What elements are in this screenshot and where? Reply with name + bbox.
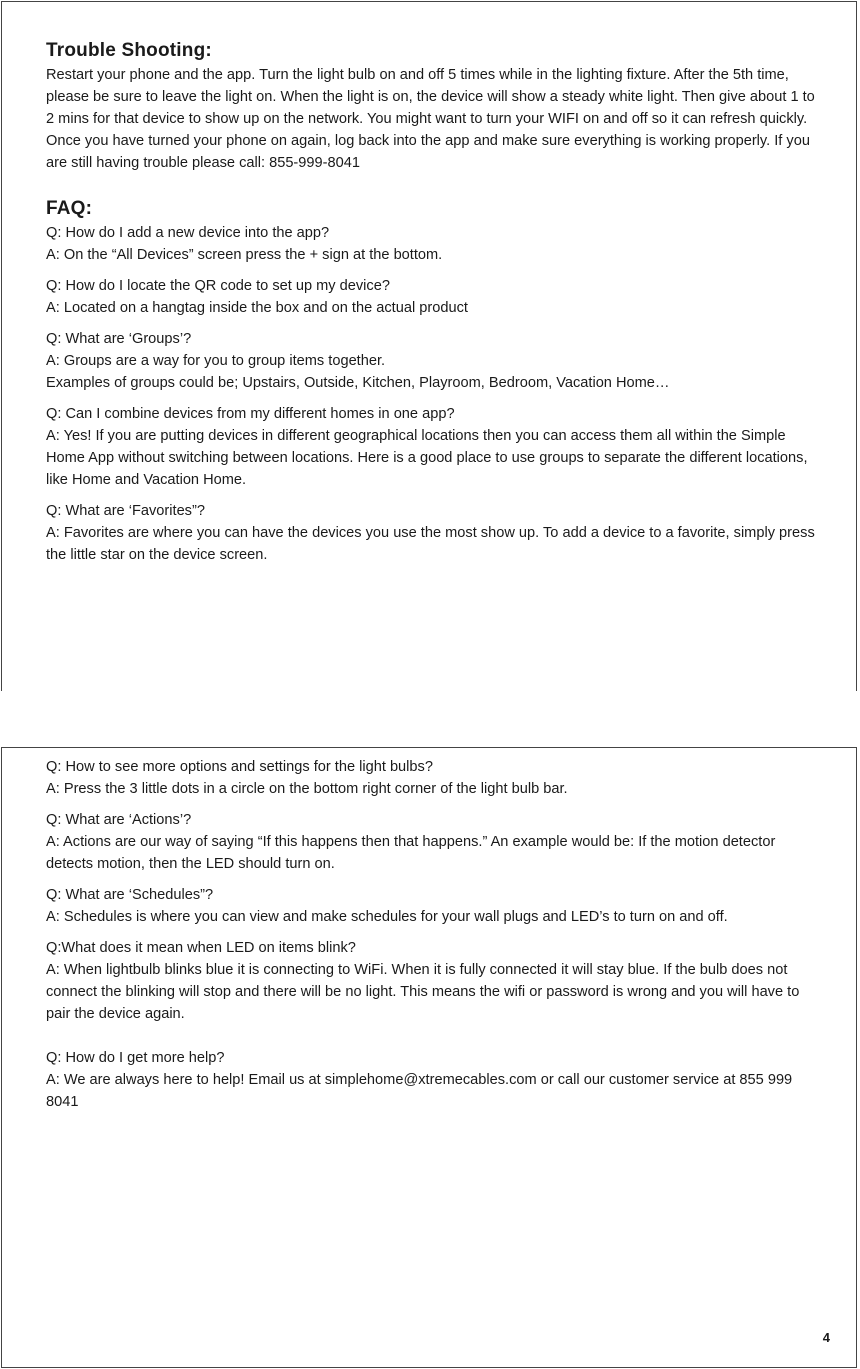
faq-item <box>46 756 816 800</box>
faq-item <box>46 328 816 394</box>
faq-question: Q: What are ‘Actions’? <box>46 812 192 828</box>
faq-item <box>46 1047 816 1113</box>
faq-item <box>46 884 816 928</box>
faq-item <box>46 500 816 566</box>
troubleshooting-heading: Trouble Shooting: <box>46 40 212 61</box>
faq-answer: A: Favorites are where you can have the devices you use the most show up. To add a device to a favorite, simply press the little star on the device screen. <box>46 525 815 563</box>
faq-answer: A: Yes! If you are putting devices in different geographical locations then you can access them all within the Simple Home App without switching between locations. Here is a good place to use groups to separate the different locations, like Home and Vacation Home. <box>46 428 808 488</box>
faq-question: Q: How do I add a new device into the app? <box>46 225 330 241</box>
faq-question: Q: How do I get more help? <box>46 1050 225 1066</box>
faq-question: Q: Can I combine devices from my different homes in one app? <box>46 406 455 422</box>
faq-item <box>46 809 816 875</box>
faq-answer: A: Press the 3 little dots in a circle on the bottom right corner of the light bulb bar. <box>46 781 568 797</box>
faq-item <box>46 222 816 266</box>
faq-answer: A: On the “All Devices” screen press the + sign at the bottom. <box>46 247 443 263</box>
faq-answer: A: Groups are a way for you to group items together. <box>46 353 386 369</box>
faq-answer: A: Actions are our way of saying “If this happens then that happens.” An example would be: If the motion detector detects motion, then the LED should turn on. <box>46 834 776 872</box>
faq-answer: A: Located on a hangtag inside the box and on the actual product <box>46 300 468 316</box>
faq-answer-continued: Examples of groups could be; Upstairs, Outside, Kitchen, Playroom, Bedroom, Vacation Home… <box>46 375 670 391</box>
faq-answer: A: Schedules is where you can view and make schedules for your wall plugs and LED’s to turn on and off. <box>46 909 728 925</box>
faq-question: Q: How do I locate the QR code to set up my device? <box>46 278 390 294</box>
top-content <box>46 40 816 575</box>
faq-item <box>46 937 816 1025</box>
faq-question: Q: What are ‘Groups’? <box>46 331 192 347</box>
faq-question: Q:What does it mean when LED on items blink? <box>46 940 356 956</box>
faq-answer: A: We are always here to help! Email us at simplehome@xtremecables.com or call our customer service at 855 999 8041 <box>46 1072 793 1110</box>
faq-item <box>46 403 816 491</box>
troubleshooting-body: Restart your phone and the app. Turn the light bulb on and off 5 times while in the lighting fixture. After the 5th time, please be sure to leave the light on. When the light is on, the device will show a steady white light. Then give about 1 to 2 mins for that device to show up on the network. You might want to turn your WIFI on and off so it can refresh quickly. Once you have turned your phone on again, log back into the app and make sure everything is working properly. If you are still having trouble please call: 855-999-8041 <box>46 67 815 171</box>
page-top-panel <box>1 1 857 691</box>
bottom-content <box>46 756 816 1122</box>
faq-heading: FAQ: <box>46 198 93 219</box>
faq-item <box>46 275 816 319</box>
faq-question: Q: What are ‘Schedules”? <box>46 887 214 903</box>
page-number: 4 <box>822 1330 830 1345</box>
page-bottom-panel <box>1 747 857 1368</box>
faq-question: Q: How to see more options and settings for the light bulbs? <box>46 759 433 775</box>
faq-question: Q: What are ‘Favorites”? <box>46 503 205 519</box>
faq-answer: A: When lightbulb blinks blue it is connecting to WiFi. When it is fully connected it will stay blue. If the bulb does not connect the blinking will stop and there will be no light. This means the wifi or password is wrong and you will have to pair the device again. <box>46 962 800 1022</box>
